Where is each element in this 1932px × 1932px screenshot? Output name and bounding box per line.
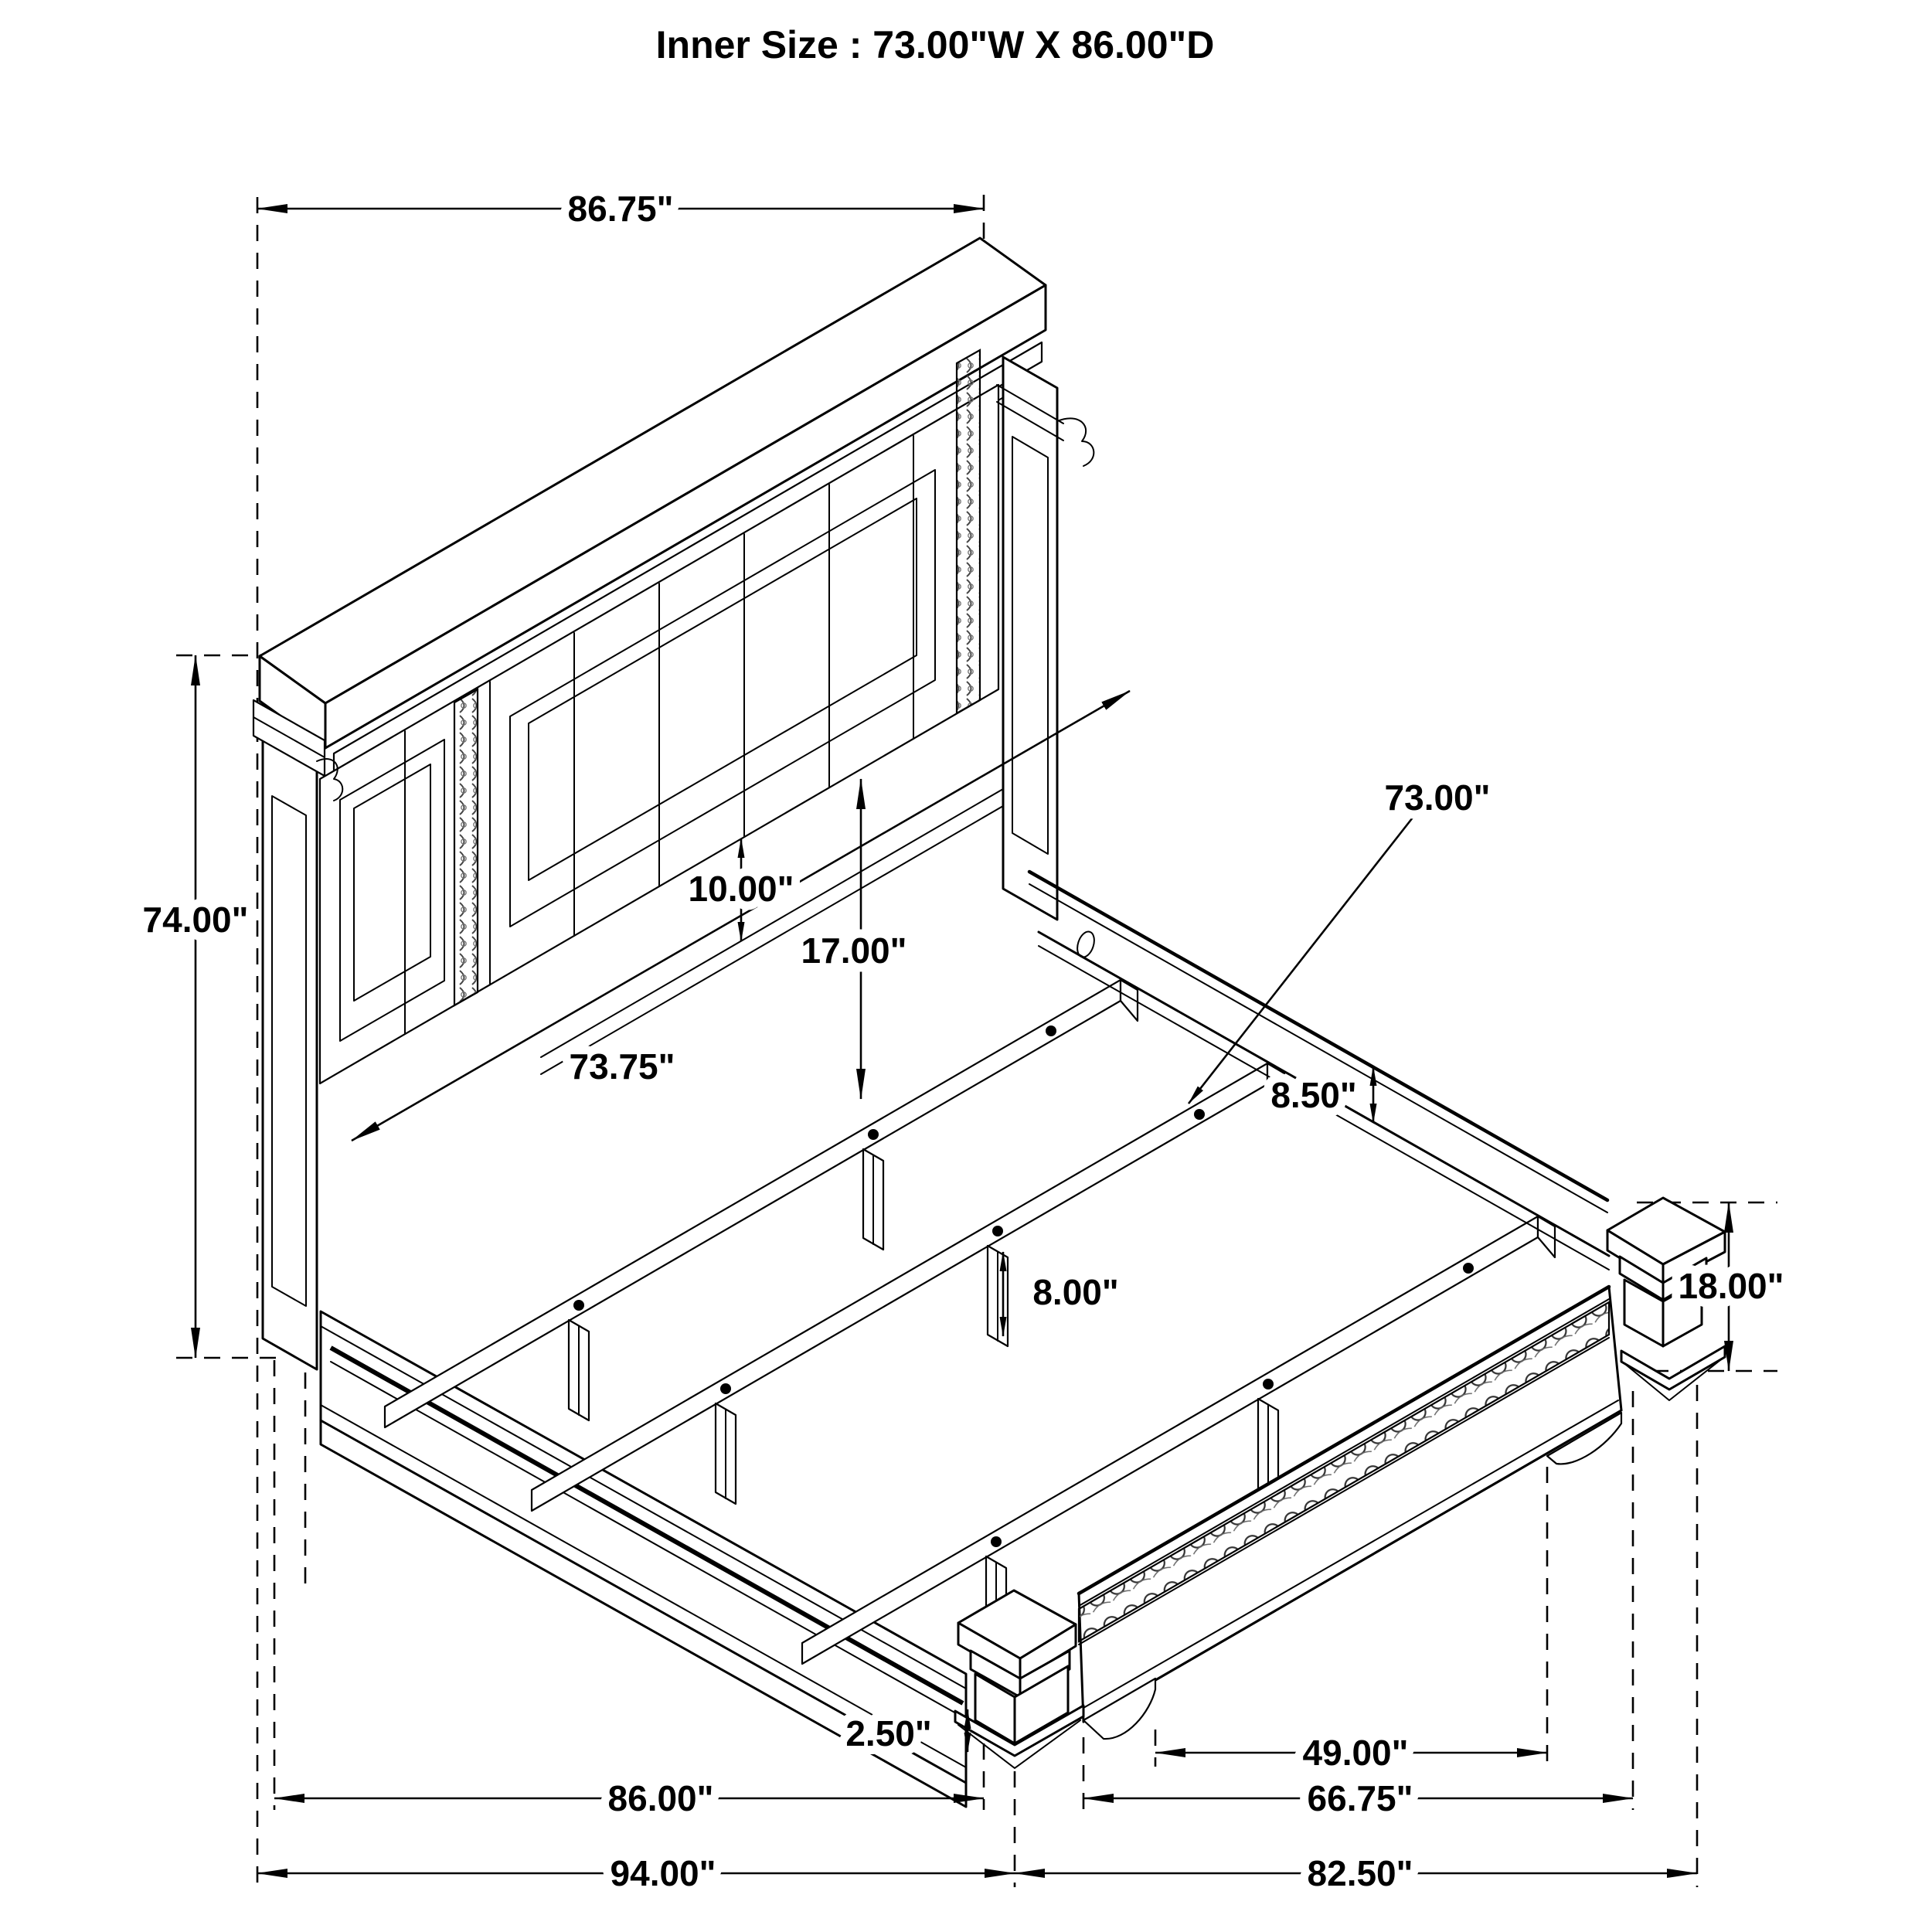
headboard-right-post bbox=[1003, 357, 1057, 920]
dimension-label-bracket-span: 49.00" bbox=[1302, 1733, 1409, 1773]
egg-and-dart-trim bbox=[1079, 1302, 1609, 1641]
dimension-label-post-base: 2.50" bbox=[845, 1713, 932, 1753]
dimension-label-rail-to-panel: 17.00" bbox=[801, 930, 907, 971]
dimension-label-overall-width: 82.50" bbox=[1307, 1853, 1413, 1893]
right-side-rail bbox=[1029, 872, 1609, 1270]
dimension-label-headboard-height: 74.00" bbox=[142, 900, 249, 940]
headboard-left-post bbox=[263, 730, 317, 1369]
dimension-label-panel-gap: 10.00" bbox=[688, 869, 794, 909]
diagram-title: Inner Size : 73.00"W X 86.00"D bbox=[655, 23, 1215, 66]
rope-trim-left bbox=[454, 689, 478, 1005]
dimension-label-slat-length: 73.00" bbox=[1384, 777, 1491, 818]
dimension-label-leg-height: 8.00" bbox=[1032, 1272, 1119, 1312]
dimension-label-overall-depth: 94.00" bbox=[610, 1853, 716, 1893]
dimension-label-headboard-width: 86.75" bbox=[567, 189, 674, 229]
dimension-label-footboard-height: 18.00" bbox=[1678, 1266, 1784, 1306]
dimension-label-panel-width: 73.75" bbox=[569, 1046, 675, 1087]
footboard-front-post bbox=[955, 1590, 1083, 1768]
dimension-label-footboard-inner: 66.75" bbox=[1307, 1778, 1413, 1818]
rope-trim-right bbox=[957, 350, 980, 713]
dimension-label-ledge-offset: 8.50" bbox=[1270, 1075, 1357, 1115]
leader-slat-length bbox=[1189, 818, 1413, 1104]
headboard-drawing bbox=[253, 238, 1094, 1369]
dimension-label-side-rail-length: 86.00" bbox=[607, 1778, 714, 1818]
